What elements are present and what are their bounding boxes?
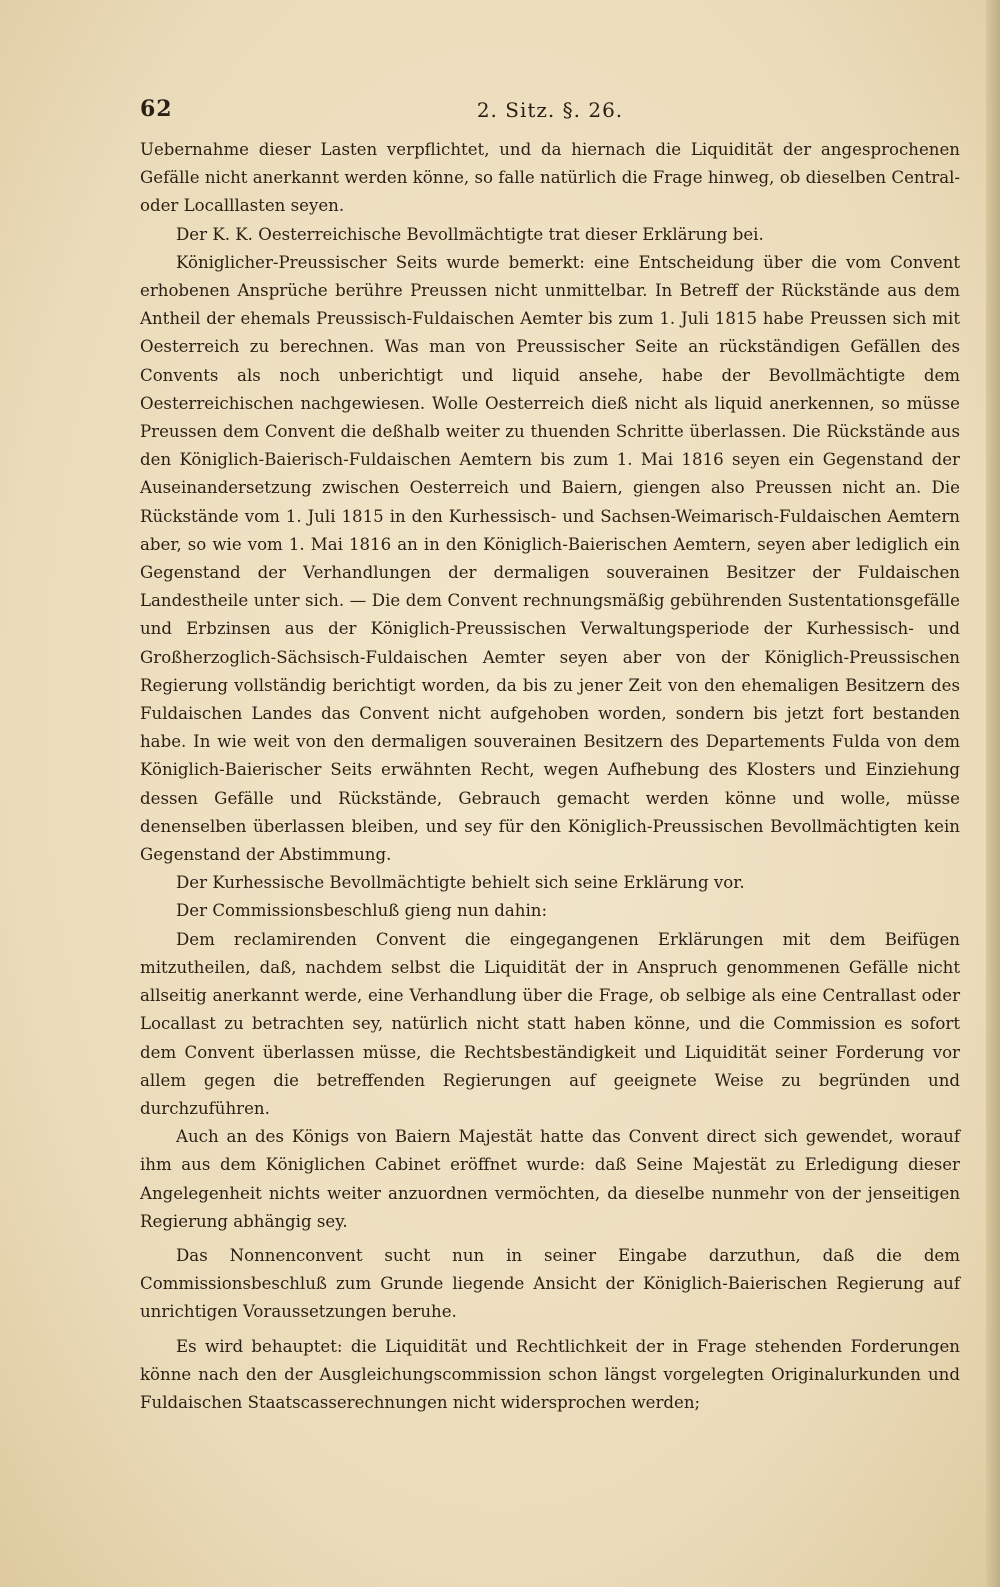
paragraph-prussian-statement: Königlicher-Preussischer Seits wurde bemerkt: eine Entscheidung über die vom Convent erhobenen Ansprüche berühre Preussen nicht unmittelbar. In Betreff der Rückstände aus dem Antheil der ehemals Preussisch-Fuldaischen Aemter bis zum 1. Juli 1815 habe Preussen sich mit Oesterreich zu berechnen. Was man von Preussischer Seite an rückständigen Gefällen des Convents als noch unberichtigt und liquid ansehe, habe der Bevollmächtigte dem Oesterreichischen nachgewiesen. Wolle Oesterreich dieß nicht als liquid anerkennen, so müsse Preussen dem Convent die deßhalb weiter zu thuenden Schritte überlassen. Die Rückstände aus den Königlich-Baierisch-Fuldaischen Aemtern bis zum 1. Mai 1816 seyen ein Gegenstand der Auseinandersetzung zwischen Oesterreich und Baiern, giengen also Preussen nicht an. Die Rückstände vom 1. Juli 1815 in den Kurhessisch- und Sachsen-Weimarisch-Fuldaischen Aemtern aber, so wie vom 1. Mai 1816 an in den Königlich-Baierischen Aemtern, seyen aber lediglich ein Gegenstand der Verhandlungen der dermaligen souverainen Besitzer der Fuldaischen Landestheile unter sich. — Die dem Convent rechnungsmäßig gebührenden Sustentationsgefälle und Erbzinsen aus der Königlich-Preussischen Verwaltungsperiode der Kurhessisch- und Großherzoglich-Sächsisch-Fuldaischen Aemter seyen aber von der Königlich-Preussischen Regierung vollständig berichtigt worden, da bis zu jener Zeit von den ehemaligen Besitzern des Fuldaischen Landes das Convent nicht aufgehoben worden, sondern bis jetzt fort bestanden habe. In wie weit von den dermaligen souverainen Besitzern des Departements Fulda von dem Königlich-Baierischer Seits erwähnten Recht, wegen Aufhebung des Klosters und Einziehung dessen Gefälle und Rückstände, Gebrauch gemacht werden könne und wolle, müsse denenselben überlassen bleiben, und sey für den Königlich-Preussischen Bevollmächtigten kein Gegenstand der Abstimmung. <box>140 252 960 865</box>
paragraph-bavarian-cabinet: Auch an des Königs von Baiern Majestät hatte das Convent direct sich gewendet, worauf ihm aus dem Königlichen Cabinet eröffnet wurde: daß Seine Majestät zu Erledigung dieser Angelegenheit nichts weiter anzuordnen vermöchten, da dieselbe nunmehr von der jenseitigen Regierung abhängig sey. <box>140 1127 960 1231</box>
paragraph-commission-resolution-intro: Der Commissionsbeschluß gieng nun dahin: <box>176 901 548 921</box>
paragraph-hessian-statement: Der Kurhessische Bevollmächtigte behielt sich seine Erklärung vor. <box>176 873 745 893</box>
page-header <box>140 96 960 126</box>
page-number: 62 <box>140 96 173 122</box>
paragraph-continuation: Uebernahme dieser Lasten verpflichtet, und da hiernach die Liquidität der angesprochenen Gefälle nicht anerkannt werden könne, so falle natürlich die Frage hinweg, ob dieselben Central- oder Localllasten seyen. <box>140 140 960 216</box>
page-edge <box>986 0 1000 1587</box>
paragraph-convent-petition: Das Nonnenconvent sucht nun in seiner Eingabe darzuthun, daß die dem Commissionsbeschluß zum Grunde liegende Ansicht der Königlich-Baierischen Regierung auf unrichtigen Voraussetzungen beruhe. <box>140 1245 960 1322</box>
paragraph-claim: Es wird behauptet: die Liquidität und Rechtlichkeit der in Frage stehenden Forderungen könne nach den der Ausgleichungscommission schon längst vorgelegten Originalurkunden und Fuldaischen Staatscasserechnungen nicht widersprochen werden; <box>140 1336 960 1412</box>
paragraph-commission-resolution: Dem reclamirenden Convent die eingegangenen Erklärungen mit dem Beifügen mitzutheilen, daß, nachdem selbst die Liquidität der in Anspruch genommenen Gefälle nicht allseitig anerkannt werde, eine Verhandlung über die Frage, ob selbige als eine Centrallast oder Locallast zu betrachten sey, natürlich nicht statt haben könne, und die Commission es sofort dem Convent überlassen müsse, die Rechtsbeständigkeit und Liquidität seiner Forderung vor allem gegen die betreffenden Regierungen auf geeignete Weise zu begründen und durchzuführen. <box>140 929 960 1118</box>
running-head: 2. Sitz. §. 26. <box>476 98 624 122</box>
body-text <box>140 136 960 1417</box>
paragraph-austrian-statement: Der K. K. Oesterreichische Bevollmächtigte trat dieser Erklärung bei. <box>176 224 764 244</box>
